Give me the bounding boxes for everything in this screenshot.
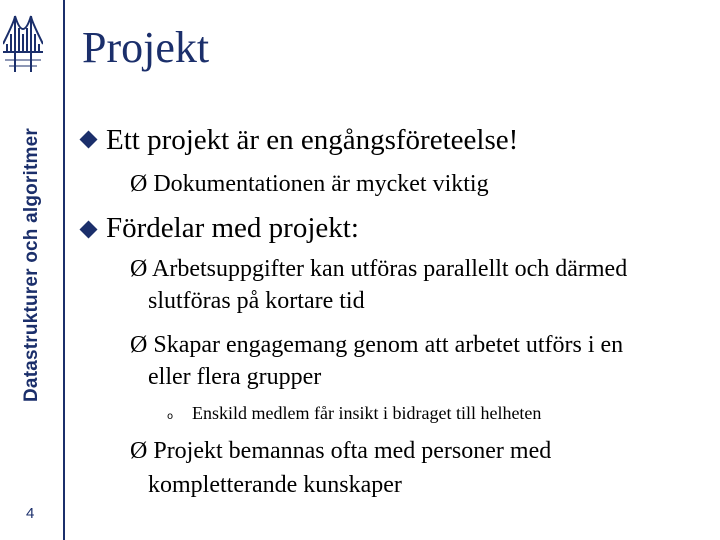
sub-bullet-text: Skapar engagemang genom att arbetet utförs i en <box>153 332 624 358</box>
sub-bullet <box>130 332 623 359</box>
sidebar <box>0 0 64 540</box>
arrow-bullet-icon: Ø <box>130 438 148 464</box>
arrow-bullet-icon: Ø <box>130 256 148 282</box>
sub-bullet-text: Dokumentationen är mycket viktig <box>153 171 489 197</box>
diamond-bullet-icon <box>79 130 97 148</box>
diamond-bullet-icon <box>79 220 97 238</box>
bridge-logo-icon <box>3 12 43 74</box>
page-number: 4 <box>26 505 35 522</box>
sub-bullet-continuation: slutföras på kortare tid <box>148 288 365 314</box>
circle-bullet-icon: o <box>167 411 174 422</box>
sub-bullet-text: Projekt bemannas ofta med personer med <box>153 438 552 464</box>
sub-bullet-text: Arbetsuppgifter kan utföras parallellt och därmed <box>152 256 628 282</box>
bullet-text: Fördelar med projekt: <box>106 212 359 244</box>
arrow-bullet-icon: Ø <box>130 332 148 358</box>
sub-bullet-continuation: kompletterande kunskaper <box>148 472 402 498</box>
sub-bullet <box>130 438 551 465</box>
sub-bullet <box>130 256 627 283</box>
sub-sub-bullet-text: Enskild medlem får insikt i bidraget till helheten <box>192 403 542 423</box>
sub-bullet <box>130 171 489 198</box>
sub-bullet-continuation: eller flera grupper <box>148 364 322 390</box>
slide-title: Projekt <box>82 23 210 72</box>
course-title-text: Datastrukturer och algoritmer <box>21 128 42 402</box>
bullet-text: Ett projekt är en engångsföreteelse! <box>106 124 519 156</box>
arrow-bullet-icon: Ø <box>130 171 148 197</box>
sidebar-divider <box>63 0 65 540</box>
